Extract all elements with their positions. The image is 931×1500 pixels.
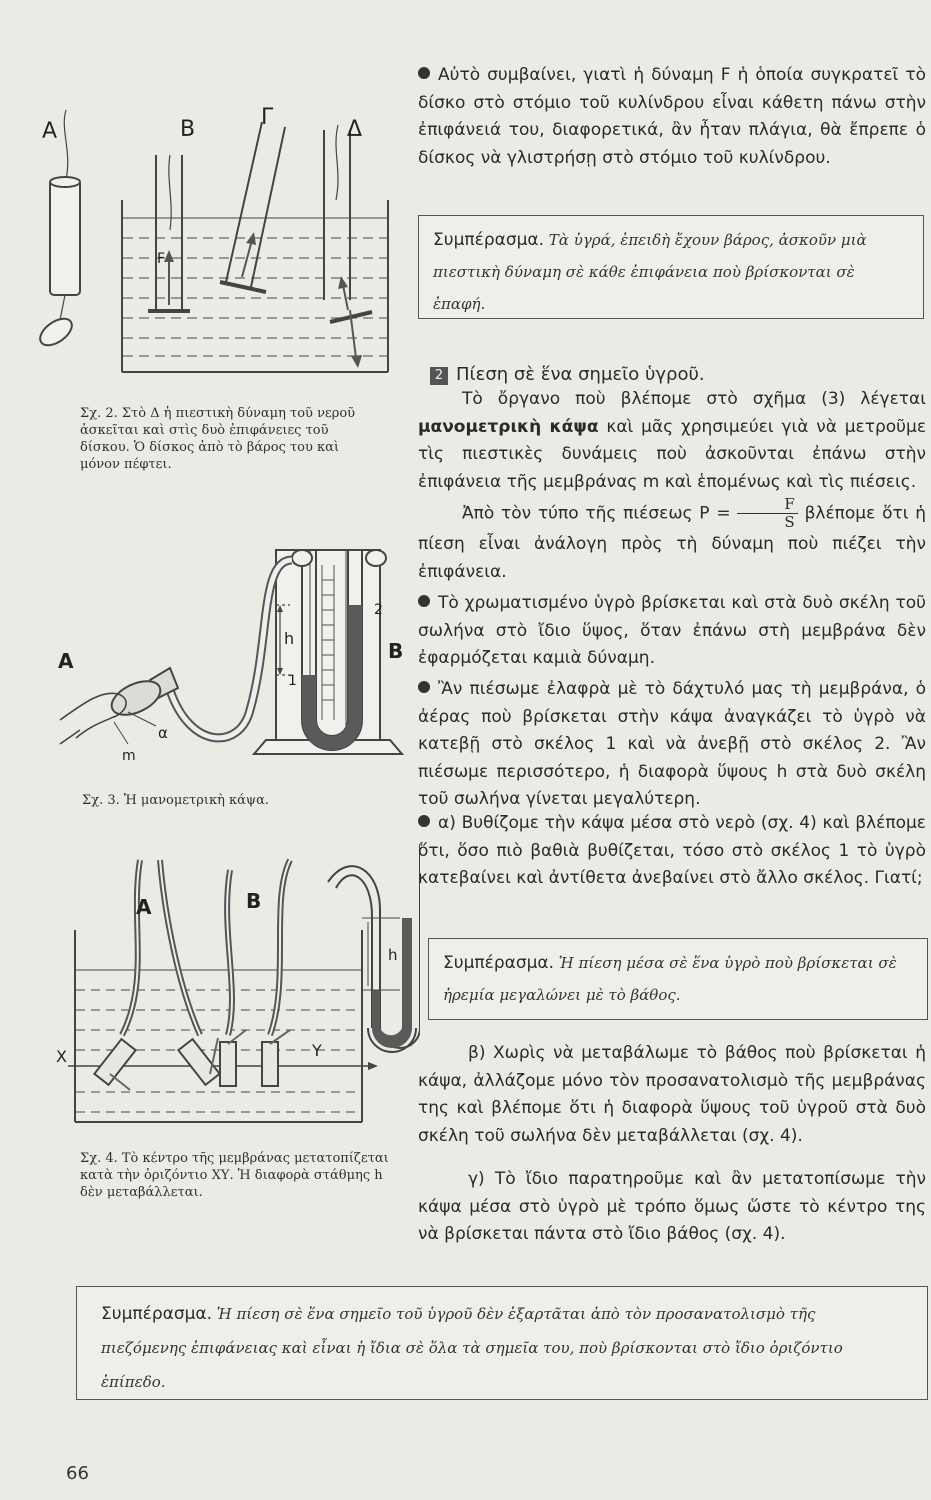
figure-2-label-f: F [157, 251, 166, 267]
figure-4-capsule-orientation [50, 830, 420, 1130]
manometer-paragraph: Τὸ ὄργανο ποὺ βλέπομε στὸ σχῆμα (3) λέγεται μανομετρικὴ κάψα καὶ μᾶς χρησιμεύει γιὰ νὰ μετροῦμε τὶς πιεστικὲς δυνάμεις ποὺ ἀσκοῦνται ἐπάνω στὴν ἐπιφάνεια τῆς μεμβράνας m καὶ ἑπομένως καὶ τὶς πιέσεις. [418, 389, 927, 492]
figure-4-label-x: Χ [56, 1047, 67, 1066]
cylinder-a [36, 110, 80, 351]
figure-3-caption: Σχ. 3. Ἡ μανομετρικὴ κάψα. [82, 793, 270, 808]
conclusion-2-body: Ἡ πίεση μέσα σὲ ἕνα ὑγρὸ ποὺ βρίσκεται σὲ ἠρεμία μεγαλώνει μὲ τὸ βάθος. [443, 954, 897, 1004]
figure-2-label-d: Δ [347, 117, 363, 142]
figure-3-manometer [40, 530, 410, 790]
bullet-dipping-capsule: α) Βυθίζομε τὴν κάψα μέσα στὸ νερὸ (σχ. 4) καὶ βλέπομε ὅτι, ὅσο πιὸ βαθιὰ βυθίζεται, τόσο στὸ σκέλος 1 τὸ ὑγρὸ κατεβαίνει καὶ ἀντίθετα ἀνεβαίνει στὸ ἄλλο σκέλος. Γιατί; [418, 813, 926, 888]
bullet-colored-liquid: Τὸ χρωματισμένο ὑγρὸ βρίσκεται καὶ στὰ δυὸ σκέλη τοῦ σωλήνα στὸ ἴδιο ὕψος, ὅταν ἐπάνω στὴ μεμβράνα δὲν ἐφαρμόζεται καμιὰ δύναμη. [418, 593, 926, 668]
figure-4-label-h: h [388, 946, 398, 964]
capsule-hoses [122, 860, 290, 1035]
capsules [94, 1039, 278, 1086]
figure-2-label-b: Β [180, 117, 196, 142]
pressure-formula: $\frac{F}{S}$ [737, 496, 797, 531]
section-title: Πίεση σὲ ἕνα σημεῖο ὑγροῦ. [456, 364, 705, 385]
bullet-pressing-membrane: Ἂν πιέσωμε ἐλαφρὰ μὲ τὸ δάχτυλό μας τὴ μεμβράνα, ὁ ἀέρας ποὺ βρίσκεται στὴν κάψα ἀναγκάζει τὸ ὑγρὸ νὰ κατεβῇ στὸ σκέλος 1 καὶ νὰ ἀνεβῇ στὸ σκέλος 2. Ἂν πιέσωμε περισσότερο, ἡ διαφορὰ ὕψους h στὰ δυὸ σκέλη τοῦ σωλήνα γίνεται μεγαλύτερη. [418, 679, 926, 809]
paragraph-gamma: γ) Τὸ ἴδιο παρατηροῦμε καὶ ἂν μετατοπίσωμε τὴν κάψα μέσα στὸ ὑγρὸ μὲ τρόπο ὅμως ὥστε τὸ κέντρο της νὰ βρίσκεται πάντα στὸ ἴδιο βάθος (σχ. 4). [418, 1169, 926, 1244]
page-number: 66 [66, 1463, 89, 1484]
liquid-column-4 [372, 918, 412, 1048]
bullet-dot [418, 595, 430, 607]
conclusion-1-body: Τὰ ὑγρά, ἐπειδὴ ἔχουν βάρος, ἀσκοῦν μιὰ πιεστικὴ δύναμη σὲ κάθε ἐπιφάνεια ποὺ βρίσκονται σὲ ἐπαφή. [433, 231, 867, 313]
conclusion-3-body: Ἡ πίεση σὲ ἕνα σημεῖο τοῦ ὑγροῦ δὲν ἐξαρτᾶται ἀπὸ τὸν προσανατολισμὸ τῆς πιεζόμενης ἐπιφάνειας καὶ εἶναι ἡ ἴδια σὲ ὅλα τὰ σημεῖα του, ποὺ βρίσκονται στὸ ἴδιο ὁριζόντιο ἐπίπεδο. [101, 1305, 843, 1391]
figure-3-label-h: h [284, 629, 295, 648]
rubber-hose [170, 560, 295, 738]
cylinder-b [148, 155, 190, 311]
water-vessel [122, 200, 388, 372]
figure-2-label-g: Γ [261, 105, 274, 130]
bullet-dot [418, 67, 430, 79]
conclusion-box-3 [76, 1286, 928, 1400]
bullet-dot [418, 681, 430, 693]
term-manometer: μανομετρικὴ κάψα [418, 416, 599, 437]
intro-paragraph: Αὐτὸ συμβαίνει, γιατὶ ἡ δύναμη F ἡ ὁποία συγκρατεῖ τὸ δίσκο στὸ στόμιο τοῦ κυλίνδρου εἶναι κάθετη πάνω στὴν ἐπιφάνειά του, διαφορετικά, ἂν ἦταν πλάγια, θὰ ἔπρεπε ὁ δίσκος νὰ γλιστρήσῃ στὸ στόμιο τοῦ κυλίνδρου. [418, 65, 926, 168]
figure-3-label-m: m [122, 748, 136, 764]
figure-3-label-2: 2 [374, 602, 383, 618]
figure-3-label-b: Β [388, 639, 404, 663]
bullet-dot [418, 815, 430, 827]
conclusion-2-lead: Συμπέρασμα. [443, 953, 555, 973]
figure-4-label-y: Υ [312, 1041, 322, 1060]
figure-2-discs-in-water [30, 100, 400, 390]
figure-3-label-a: Α [58, 649, 74, 673]
section-heading [430, 364, 705, 385]
paragraph-beta: β) Χωρὶς νὰ μεταβάλωμε τὸ βάθος ποὺ βρίσκεται ἡ κάψα, ἀλλάζομε μόνο τὸν προσανατολισμὸ τῆς μεμβράνας της καὶ βλέπομε ὅτι ἡ διαφορὰ ὕψους τοῦ ὑγροῦ στὰ δυὸ σκέλη τοῦ σωλήνα δὲν μεταβάλλεται (σχ. 4). [418, 1043, 926, 1146]
conclusion-1-lead: Συμπέρασμα. [433, 230, 545, 250]
conclusion-box-2 [428, 938, 928, 1020]
cylinder-g [220, 122, 285, 292]
water-tank-4 [75, 930, 362, 1122]
section-number: 2 [430, 367, 448, 385]
conclusion-1-text [433, 224, 909, 320]
cylinder-d [324, 125, 372, 368]
figure-4-label-a: Α [136, 895, 152, 919]
formula-paragraph: Ἀπὸ τὸν τύπο τῆς πιέσεως P = $\frac{F}{S}$ βλέπομε ὅτι ἡ πίεση εἶναι ἀνάλογη πρὸς τὴ δύναμη ποὺ πιέζει τὴν ἐπιφάνεια. [418, 495, 927, 582]
figure-3-label-1: 1 [288, 673, 297, 689]
figure-4-caption: Σχ. 4. Τὸ κέντρο τῆς μεμβράνας μετατοπίζεται κατὰ τὴν ὁριζόντιο ΧΥ. Ἡ διαφορὰ στάθμης h δὲν μεταβάλλεται. [80, 1151, 389, 1200]
figure-3-label-alpha: α [158, 724, 168, 742]
figure-2-caption: Σχ. 2. Στὸ Δ ἡ πιεστικὴ δύναμη τοῦ νεροῦ ἀσκεῖται καὶ στὶς δυὸ ἐπιφάνειες τοῦ δίσκου. Ὁ δίσκος ἀπὸ τὸ βάρος του καὶ μόνον πέφτει. [80, 406, 356, 472]
conclusion-3-lead: Συμπέρασμα. [101, 1304, 213, 1324]
conclusion-3-text [101, 1297, 903, 1399]
conclusion-box-1 [418, 215, 924, 319]
figure-4-label-b: Β [246, 889, 262, 913]
conclusion-2-text [443, 947, 913, 1011]
figure-2-label-a: Α [42, 119, 58, 144]
